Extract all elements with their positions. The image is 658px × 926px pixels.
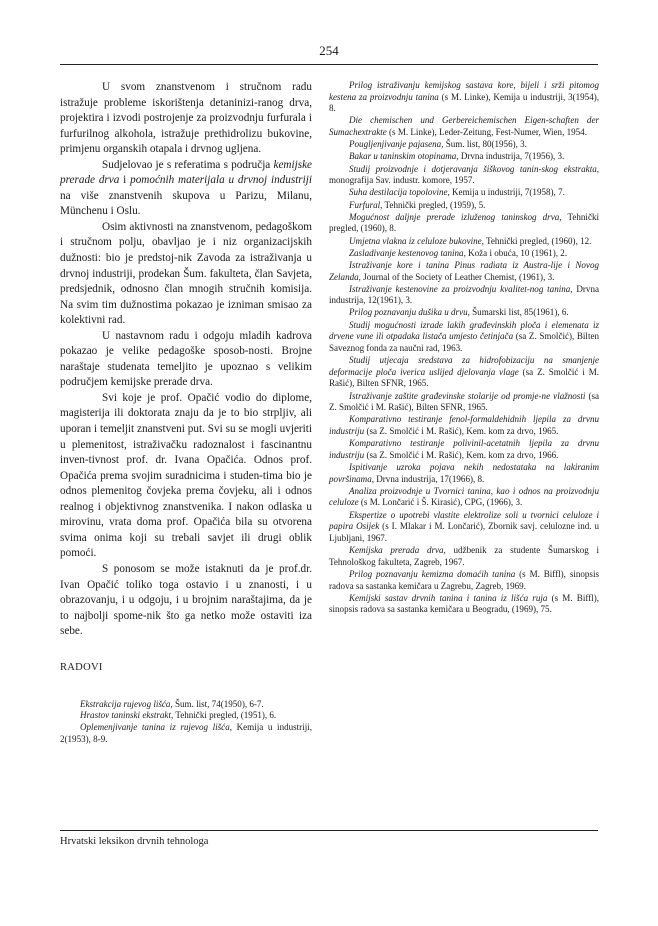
work-entry [329, 307, 599, 319]
title-text: Ekstrakcija rujevog lišća, [80, 698, 173, 709]
body-text: udžbenik za studente Šumarskog i Tehnološkog fakulteta, Zagreb, 1967. [329, 545, 600, 567]
body-text: U nastavnom radu i odgoju mladih kadrova pokazao je velike pedagoške sposob-nosti. Brojne naraštaje studenata temeljito je upoznao s velikim područjem kemijske prerade drva. [60, 329, 312, 389]
body-text: (s M. Linke), Kemija u industriji, 3(1954), 8. [329, 91, 599, 114]
title-text: Ispitivanje uzroka pojava nekih nedostataka na lakiranim površinama, [329, 462, 599, 484]
body-text: (sa Z. Smolčić i M. Rašić), Bilten SFNR, 1965. [329, 366, 599, 389]
work-entry [329, 151, 599, 163]
body-text: Drvna industrija, 12(1961), 3. [329, 283, 599, 306]
body-text: Kemija u industriji, 2(1953), 8-9. [60, 722, 312, 744]
body-text: Osim aktivnosti na znanstvenom, pedagoškom i stručnom polju, obavljao je i niz organizacijskih dužnosti: bio je predstoj-nik Zavoda za istraživanja u drvnoj industriji, prodekan Šum. fakulteta, član Savjeta, predsjednik, odnosno član mnogih stručnih komisija. Na svim tim dužnostima pokazao je izniman smisao za kolektivni rad. [60, 220, 312, 327]
body-text: (sa Z. Smolčić i M. Rašić), Kem. kom za drvo, 1965. [364, 426, 559, 437]
body-text: Svi koje je prof. Opačić vodio do diplome, magisterija ili doktorata znaju da je to bio strpljiv, ali uporan i temeljit znanstveni put. Svi su se mogli uvjeriti u plemenitost, istraživačku radoznalost i fascinantnu inven-tivnost prof. dr. Ivana Opačića. Odnos prof. Opačića prema svojim suradnicima i studen-tima bio je odnos plemenitog čovjeka prema čovjeku, ali i odnos realnog i objektivnog znanstvenika. I nakon odlaska u mirovinu, vrata doma prof. Opačića bila su otvorena svima onima koji su trebali savjet ili drugi oblik pomoći. [60, 391, 312, 560]
body-text: Journal of the Society of Leather Chemist, (1961), 3. [360, 271, 555, 282]
left-column [60, 80, 312, 745]
work-entry [329, 569, 599, 592]
title-text: Prilog poznavanju dušika u drvu, [349, 307, 470, 318]
title-text: Furfural, [349, 199, 383, 210]
work-entry [60, 699, 312, 711]
work-entry [329, 545, 599, 568]
work-entry [329, 391, 599, 414]
work-entry [329, 200, 599, 212]
works-heading: RADOVI [60, 661, 103, 673]
title-text: Pougljenjivanje pajasena, [349, 139, 444, 150]
body-text: monografija Sav. industr. komore, 1957. [329, 175, 475, 186]
body-text: na više znanstvenih skupova u Parizu, Milanu, Münchenu i Oslu. [60, 189, 312, 218]
title-text: pomoćnih materijala u drvnoj industriji [130, 174, 312, 187]
work-entry [329, 462, 599, 485]
work-entry [329, 593, 599, 616]
work-entry [329, 414, 599, 437]
footer-title: Hrvatski leksikon drvnih tehnologa [60, 836, 209, 847]
work-entry [329, 486, 599, 509]
title-text: Hrastov taninski ekstrakt, [80, 710, 174, 721]
body-text: Šum. list, 80(1956), 3. [443, 139, 527, 150]
title-text: Prilog poznavanju kemizma domaćih tanina [349, 568, 516, 579]
body-text: Tehnički pregled, (1951), 6. [173, 710, 277, 721]
body-text: (s M. Lončarić i Š. Kirasić), CPG, (1966), 3. [358, 497, 523, 508]
body-text: Šumarski list, 85(1961), 6. [469, 307, 569, 318]
body-text: (sa Z. Smolčić), Bilten Saveznog fonda za naučni rad, 1963. [329, 331, 599, 353]
header-rule [60, 64, 598, 65]
body-text: (s M. Linke), Leder-Zeitung, Fest-Numer, Wien, 1954. [386, 127, 587, 138]
body-text: Drvna industrija, 17(1966), 8. [373, 473, 485, 484]
title-text: Studij utjecaja sredstava za hidrofobizaciju na smanjenje deformacije ploča iverica uslijed djelovanja vlage [329, 355, 599, 377]
body-text: Tehnički pregled, (1960), 8. [329, 211, 599, 234]
work-entry [329, 438, 599, 461]
body-text: Koža i obuća, 10 (1961), 2. [465, 247, 568, 258]
work-entry [329, 284, 599, 307]
title-text: Prilog istraživanju kemijskog sastava kore, bijeli i srži pitomog kestena za proizvodnju tanina [329, 80, 599, 102]
body-text: Šum. list, 74(1950), 6-7. [172, 698, 264, 709]
work-entry [60, 710, 312, 722]
body-text: Sudjelovao je s referatima s područja [102, 158, 274, 171]
body-text: Tehnički pregled, (1960), 12. [483, 235, 592, 246]
title-text: Studij mogućnosti izrade lakih građevinskih ploča i elemenata iz drvene vune ili otpadaka listača umjesto četinjača [329, 319, 599, 342]
title-text: Istraživanje kore i tanina Pinus radiata iz Austra-lije i Novog Zelanda, [329, 259, 599, 282]
work-entry [329, 115, 599, 138]
page-number: 254 [319, 43, 339, 58]
title-text: Umjetna vlakna iz celuloze bukovine, [349, 235, 484, 246]
work-entry [329, 212, 599, 235]
title-text: Studij proizvodnje i dotjeravanja šiškovog tanin-skog ekstrakta, [349, 163, 599, 174]
title-text: Die chemischen und Gerbereichemischen Eigen-schaften der Sumachextrakte [329, 115, 599, 138]
work-entry [60, 722, 312, 745]
paragraph [60, 391, 312, 562]
title-text: Mogućnost daljnje prerade izluženog taninskog drva, [349, 211, 562, 222]
title-text: Kemijska prerada drva, [349, 545, 446, 556]
title-text: Zasladivanje kestenovog tanina, [349, 247, 466, 258]
work-entry [329, 355, 599, 390]
work-entry [329, 139, 599, 151]
title-text: Kemijski sastav drvnih tanina i tanina iz lišća ruja [349, 592, 548, 603]
work-entry [329, 510, 599, 545]
biography-text [60, 80, 312, 640]
right-column [329, 80, 599, 616]
title-text: Ekspertize o upotrebi vlastite elektrolize soli u tvornici celuloze i papira Osijek [329, 509, 599, 532]
work-entry [329, 80, 599, 115]
work-entry [329, 164, 599, 187]
paragraph [60, 158, 312, 220]
footer-rule [60, 830, 598, 831]
paragraph [60, 220, 312, 329]
work-entry [329, 248, 599, 260]
body-text: U svom znanstvenom i stručnom radu istražuje probleme iskorištenja detaninizi-ranog drva, projektira i izvodi postrojenje za proizvodnju furfurala i furfurilnog alkohola, istražuje prethidrolizu bukovine, primjenu organskih otapala i drvnog ugljena. [60, 81, 312, 156]
work-entry [329, 260, 599, 283]
paragraph [60, 80, 312, 158]
body-text: S ponosom se može istaknuti da je prof.dr. Ivan Opačić toliko toga ostavio i u znanosti, i u obrazovanju, i u odgoju, i u brojnim naraštajima, da je to najbolji spome-nik što ga netko može ostaviti iza sebe. [60, 562, 312, 638]
body-text: (sa Z. Smolčić i M. Rašić), Bilten SFNR, 1965. [329, 390, 600, 413]
title-text: Analiza proizvodnje u Tvornici tanina, kao i odnos na proizvodnju celuloze [329, 485, 599, 508]
title-text: Bakar u taninskim otopinama, [349, 151, 459, 162]
title-text: Komparativno testiranje fenol-formaldehidnih ljepila za drvnu industriju [329, 414, 599, 437]
works-list-right [329, 80, 599, 616]
body-text: Tehnički pregled, (1959), 5. [382, 199, 486, 210]
title-text: Istraživanje zaštite građevinske stolarije od promje-ne vlažnosti [349, 390, 586, 401]
body-text: (s I. Mlakar i M. Lončarić), Zbornik savj. celulozne ind. u Ljubljani, 1967. [329, 521, 599, 543]
body-text: (sa Z. Smolčić i M. Rašić), Kem. kom za drvo, 1966. [364, 449, 559, 460]
body-text: i [119, 174, 131, 187]
body-text: Drvna industrija, 7(1956), 3. [458, 151, 565, 162]
title-text: Oplemenjivanje tanina iz rujevog lišća, [80, 722, 232, 732]
paragraph [60, 562, 312, 640]
body-text: Kemija u industriji, 7(1958), 7. [449, 187, 565, 198]
work-entry [329, 320, 599, 355]
title-text: Suha destilacija topolovine, [349, 187, 450, 198]
title-text: kemijske prerade drva [60, 158, 312, 187]
body-text: (s M. Biffl), sinopsis radova sa sastanka kemičara u Beogradu, (1969), 75. [329, 592, 599, 615]
title-text: Istraživanje kestenovine za proizvodnju kvalitet-nog tanina, [349, 283, 573, 294]
works-list-left [60, 699, 312, 746]
work-entry [329, 236, 599, 248]
work-entry [329, 187, 599, 199]
title-text: Komparativno testiranje polivinil-acetatnih ljepila za drvnu industriju [329, 438, 599, 460]
body-text: (s M. Biffl), sinopsis radova sa sastanka kemičara u Zagrebu, Zagreb, 1969. [329, 568, 599, 591]
paragraph [60, 329, 312, 391]
